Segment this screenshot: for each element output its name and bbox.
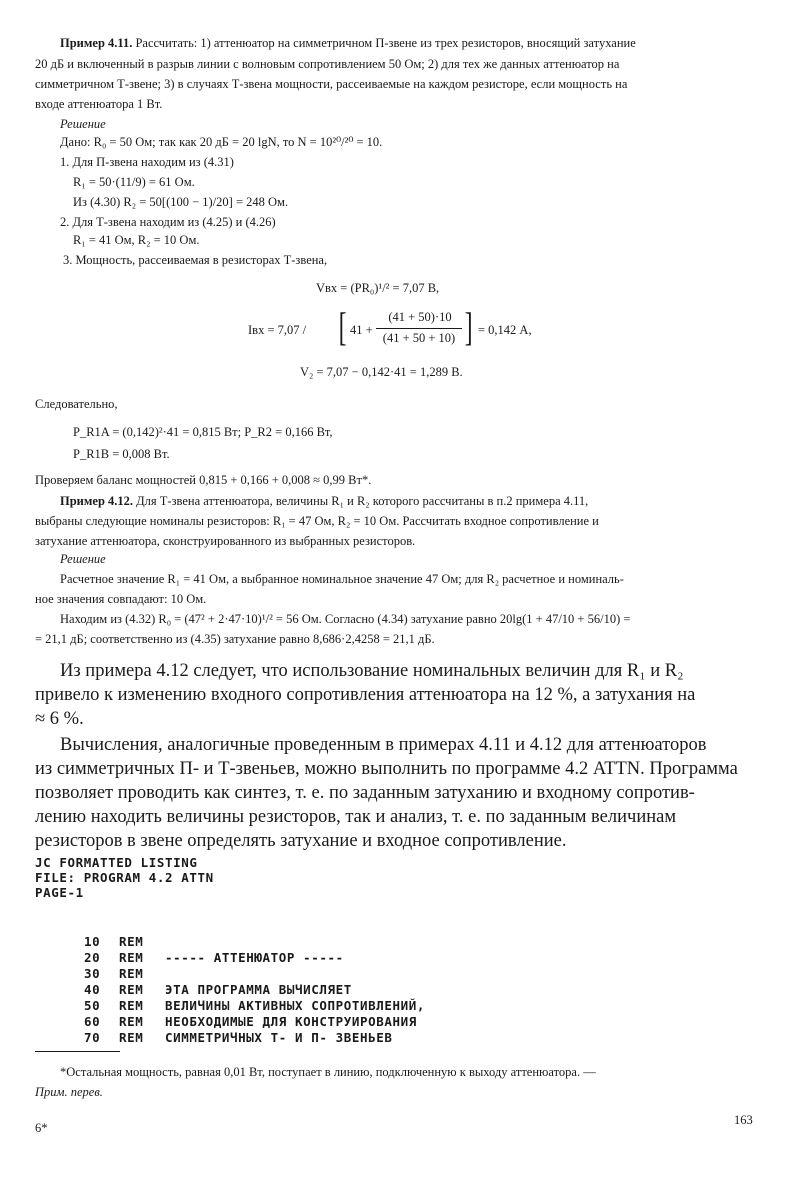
listing-line: 20 REM ----- АТТЕНЮАТОР ----- — [84, 950, 344, 965]
listing-header-3: PAGE-1 — [35, 885, 84, 900]
listing-line: 50 REM ВЕЛИЧИНЫ АКТИВНЫХ СОПРОТИВЛЕНИЙ, — [84, 998, 426, 1013]
bracket-right: ] — [464, 304, 473, 349]
footnote-line1: *Остальная мощность, равная 0,01 Вт, поступает в линию, подключенную к выходу аттенюатора. — — [60, 1065, 596, 1079]
example-4-11-line1: Пример 4.11. Рассчитать: 1) аттенюатор на симметричном П-звене из трех резисторов, вносящий затухание — [60, 36, 636, 50]
body-p2-l1: Вычисления, аналогичные проведенным в примерах 4.11 и 4.12 для аттенюаторов — [60, 735, 707, 755]
example-4-12-line3: затухание аттенюатора, сконструированного из выбранных резисторов. — [35, 534, 416, 548]
example-4-12-line1: Пример 4.12. Для Т-звена аттенюатора, величины R₁ и R₂ которого рассчитаны в п.2 примера 4.11, — [60, 494, 589, 508]
equation-v2: V₂ = 7,07 − 0,142·41 = 1,289 В. — [300, 365, 463, 379]
equation-iin-left: Iвх = 7,07 / — [248, 323, 307, 337]
bracket-left: [ — [338, 304, 347, 349]
balance-line: Проверяем баланс мощностей 0,815 + 0,166 + 0,008 ≈ 0,99 Вт*. — [35, 473, 372, 487]
example-4-12-r3: Находим из (4.32) R₀ = (47² + 2·47·10)¹/² = 56 Ом. Согласно (4.34) затухание равно 20lg(1 + 47/10 + 56/10) = — [60, 612, 631, 626]
listing-line: 30 REM — [84, 966, 144, 981]
body-p1-l1: Из примера 4.12 следует, что использование номинальных величин для R₁ и R₂ — [60, 661, 684, 681]
body-p2-l4: лению находить величины резисторов, так и анализ, т. е. по заданным величинам — [35, 807, 677, 827]
body-p2-l3: позволяет проводить как синтез, т. е. по заданным затуханию и входному сопротив- — [35, 783, 695, 803]
example-4-12-title: Пример 4.12. — [60, 494, 134, 508]
page-number: 163 — [734, 1113, 753, 1127]
solution-heading-2: Решение — [60, 552, 106, 566]
step-2: 2. Для Т-звена находим из (4.25) и (4.26) — [60, 215, 276, 229]
equation-iin-right: = 0,142 А, — [478, 323, 532, 337]
step-1b: Из (4.30) R₂ = 50[(100 − 1)/20] = 248 Ом. — [73, 195, 289, 209]
equation-iin-41: 41 + — [350, 323, 373, 337]
listing-header-2: FILE: PROGRAM 4.2 ATTN — [35, 870, 214, 885]
example-4-12-line2: выбраны следующие номиналы резисторов: R₁ = 47 Ом, R₂ = 10 Ом. Рассчитать входное сопротивление и — [35, 514, 599, 528]
fraction-bar — [376, 328, 462, 329]
equation-vin: Vвх = (PR₀)¹/² = 7,07 В, — [316, 281, 440, 295]
step-1: 1. Для П-звена находим из (4.31) — [60, 155, 234, 169]
listing-line: 10 REM — [84, 934, 144, 949]
example-4-11-line2: 20 дБ и включенный в разрыв линии с волновым сопротивлением 50 Ом; 2) для тех же данных аттенюатор на — [35, 57, 620, 71]
body-p1-l2: привело к изменению входного сопротивления аттенюатора на 12 %, а затухания на — [35, 685, 696, 705]
example-4-12-r2: ное значения совпадают: 10 Ом. — [35, 592, 207, 606]
body-p2-l5: резисторов в звене определять затухание и входное сопротивление. — [35, 831, 567, 851]
power-line-2: P_R1B = 0,008 Вт. — [73, 447, 170, 461]
example-4-11-title: Пример 4.11. — [60, 36, 133, 50]
therefore-line: Следовательно, — [35, 397, 118, 411]
power-line-1: P_R1A = (0,142)²·41 = 0,815 Вт; P_R2 = 0,166 Вт, — [73, 425, 333, 439]
example-4-11-line3: симметричном Т-звене; 3) в случаях Т-звена мощности, рассеиваемые на каждом резисторе, если мощность на — [35, 77, 628, 91]
body-p1-l3: ≈ 6 %. — [35, 709, 84, 729]
listing-header-1: JC FORMATTED LISTING — [35, 855, 198, 870]
body-p2-l2: из симметричных П- и Т-звеньев, можно выполнить по программе 4.2 ATTN. Программа — [35, 759, 738, 779]
listing-line: 40 REM ЭТА ПРОГРАММА ВЫЧИСЛЯЕТ — [84, 982, 352, 997]
signature-mark: 6* — [35, 1121, 48, 1135]
step-2a: R₁ = 41 Ом, R₂ = 10 Ом. — [73, 233, 200, 247]
listing-line: 60 REM НЕОБХОДИМЫЕ ДЛЯ КОНСТРУИРОВАНИЯ — [84, 1014, 417, 1029]
step-3: 3. Мощность, рассеиваемая в резисторах Т-звена, — [63, 253, 328, 267]
step-1a: R₁ = 50·(11/9) = 61 Ом. — [73, 175, 195, 189]
footnote-rule — [35, 1051, 120, 1052]
listing-line: 70 REM СИММЕТРИЧНЫХ Т- И П- ЗВЕНЬЕВ — [84, 1030, 393, 1045]
solution-heading-1: Решение — [60, 117, 106, 131]
example-4-11-line4: входе аттенюатора 1 Вт. — [35, 97, 163, 111]
given-line: Дано: R₀ = 50 Ом; так как 20 дБ = 20 lgN, то N = 10²⁰/²⁰ = 10. — [60, 135, 383, 149]
footnote-line2: Прим. перев. — [35, 1085, 103, 1099]
fraction-numerator: (41 + 50)·10 — [388, 310, 452, 324]
example-4-12-r4: = 21,1 дБ; соответственно из (4.35) затухание равно 8,686·2,4258 = 21,1 дБ. — [35, 632, 435, 646]
fraction-denominator: (41 + 50 + 10) — [382, 331, 456, 345]
example-4-12-r1: Расчетное значение R₁ = 41 Ом, а выбранное номинальное значение 47 Ом; для R₂ расчетное и номиналь- — [60, 572, 624, 586]
